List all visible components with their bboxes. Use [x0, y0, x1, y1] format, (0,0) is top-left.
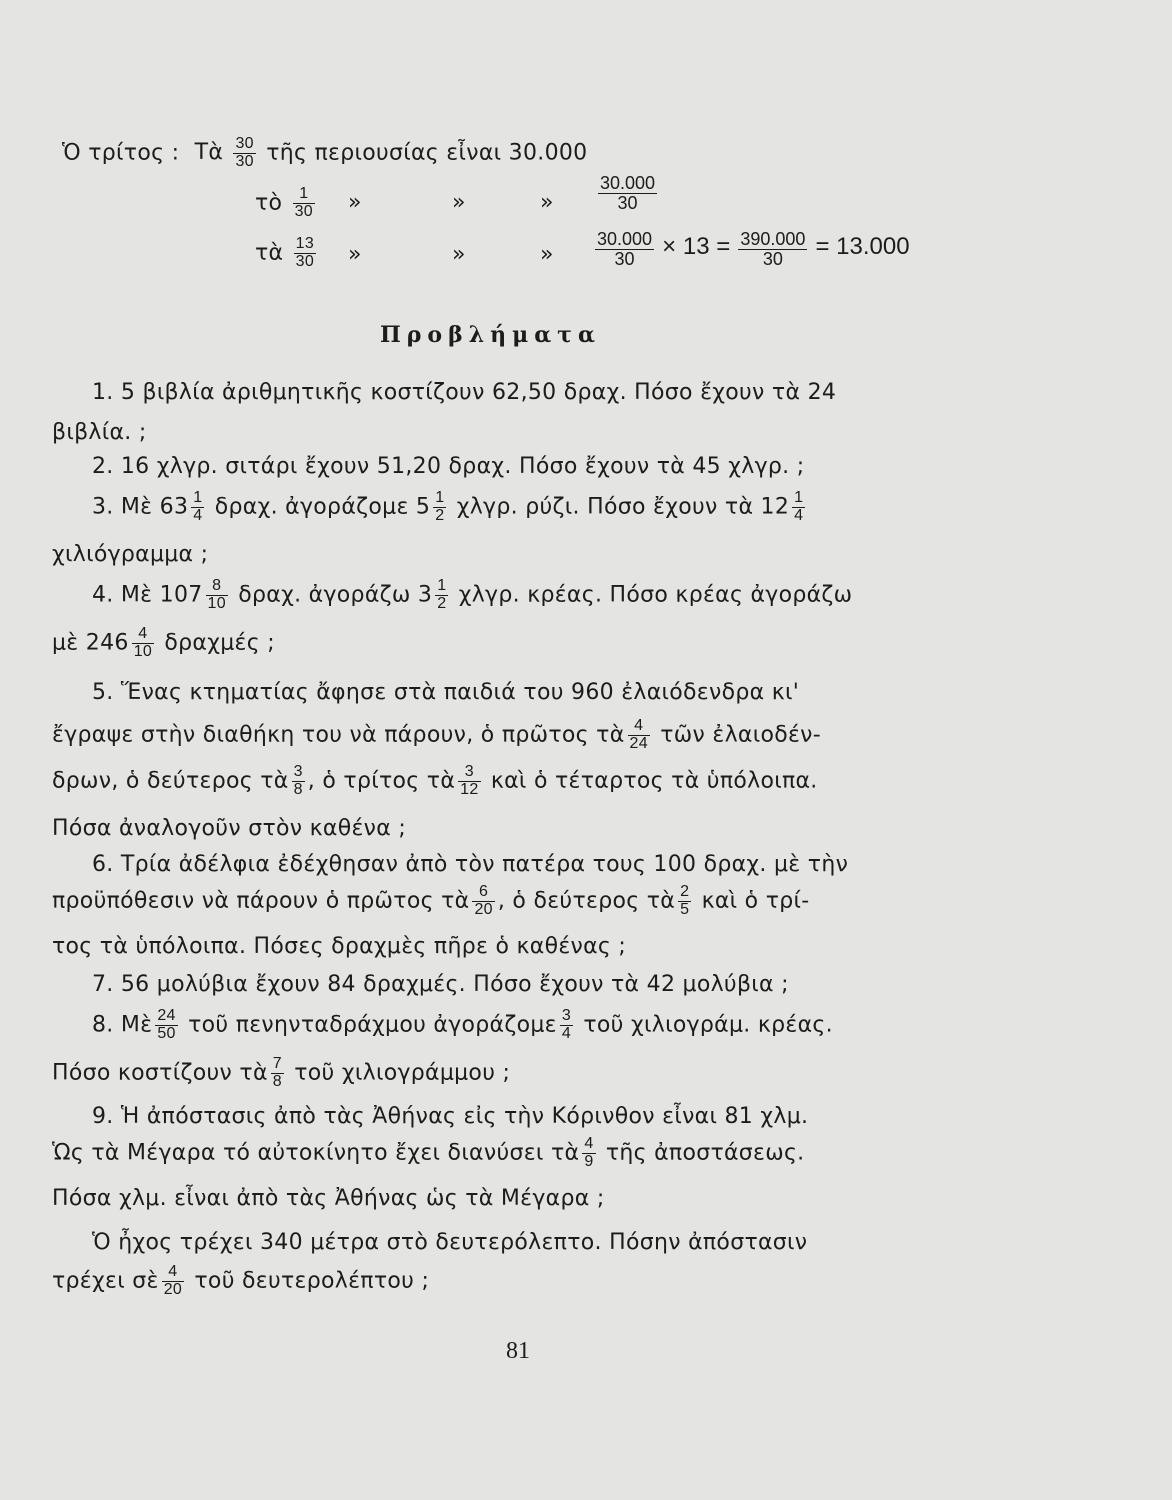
problem-10-line-2: τρέχει σὲ $\frac{4}{20}$ τοῦ δευτερολέπτου ; [52, 1263, 430, 1298]
fraction: $\frac{30}{30}$ [235, 135, 254, 170]
fraction: $\frac{1}{30}$ [294, 185, 314, 220]
fraction: $\frac{3}{8}$ [293, 763, 303, 798]
problem-5-line-1: 5. Ἕνας κτηματίας ἄφησε στὰ παιδιά του 960 ἐλαιόδενδρα κι' [92, 680, 800, 705]
ditto-mark: » [348, 242, 362, 267]
problem-6-line-3: τος τὰ ὑπόλοιπα. Πόσες δραχμὲς πῆρε ὁ καθένας ; [52, 934, 627, 959]
problem-4-line-1: 4. Μὲ 107 $\frac{8}{10}$ δραχ. ἀγοράζω 3 $\frac{1}{2}$ χλγρ. κρέας. Πόσο κρέας ἀγοράζω [92, 577, 853, 612]
fraction: $\frac{13}{30}$ [295, 235, 315, 270]
calc-row2-result [595, 174, 660, 213]
problem-5-line-3: δρων, ὁ δεύτερος τὰ $\frac{3}{8}$ , ὁ τρίτος τὰ $\frac{3}{12}$ καὶ ὁ τέταρτος τὰ ὑπόλοιπα. [52, 763, 818, 798]
problem-6-line-2: προϋπόθεσιν νὰ πάρουν ὁ πρῶτος τὰ $\frac{6}{20}$ , ὁ δεύτερος τὰ $\frac{2}{5}$ καὶ ὁ τρί- [52, 883, 810, 918]
ditto-mark: » [452, 242, 466, 267]
fraction: $\frac{3}{12}$ [460, 763, 479, 798]
section-title: Προβλήματα [380, 322, 601, 348]
fraction: $\frac{390.000}{30}$ [740, 229, 806, 269]
fraction: $\frac{2}{5}$ [680, 883, 690, 918]
fraction: $\frac{6}{20}$ [474, 883, 493, 918]
calc-row1 [62, 136, 587, 171]
fraction: $\frac{30.000}{30}$ [600, 173, 656, 213]
problem-9-line-1: 9. Ἡ ἀπόστασις ἀπὸ τὰς Ἀθήνας εἰς τὴν Κόρινθον εἶναι 81 χλμ. [92, 1104, 809, 1129]
fraction: $\frac{7}{8}$ [272, 1055, 282, 1090]
fraction: $\frac{4}{10}$ [133, 625, 153, 660]
fraction: $\frac{4}{9}$ [584, 1135, 594, 1170]
fraction: $\frac{4}{24}$ [629, 717, 648, 752]
calc-row3-mid: × 13 = [662, 232, 731, 260]
fraction: $\frac{30.000}{30}$ [597, 229, 653, 269]
calc-row1-ta: Τὰ [194, 140, 224, 166]
fraction: $\frac{1}{2}$ [437, 577, 447, 612]
problem-8-line-1: 8. Μὲ $\frac{24}{50}$ τοῦ πενηνταδράχμου ἀγοράζομε $\frac{3}{4}$ τοῦ χιλιογράμ. κρέας. [92, 1007, 833, 1042]
problem-7: 7. 56 μολύβια ἔχουν 84 δραχμές. Πόσο ἔχουν τὰ 42 μολύβια ; [92, 972, 789, 997]
problem-10-line-1: Ὁ ἦχος τρέχει 340 μέτρα στὸ δευτερόλεπτο. Πόσην ἀπόστασιν [92, 1230, 808, 1255]
fraction: $\frac{3}{4}$ [561, 1007, 572, 1042]
problem-3-line-2: χιλιόγραμμα ; [52, 542, 209, 567]
problem-4-line-2: μὲ 246 $\frac{4}{10}$ δραχμές ; [52, 625, 275, 660]
problem-1-line-1: 1. 5 βιβλία ἀριθμητικῆς κοστίζουν 62,50 δραχ. Πόσο ἔχουν τὰ 24 [92, 380, 837, 405]
problem-5-line-4: Πόσα ἀναλογοῦν στὸν καθένα ; [52, 816, 407, 841]
problem-2: 2. 16 χλγρ. σιτάρι ἔχουν 51,20 δραχ. Πόσο ἔχουν τὰ 45 χλγρ. ; [92, 454, 805, 479]
calc-row2-to: τὸ [255, 190, 283, 216]
problem-9-line-3: Πόσα χλμ. εἶναι ἀπὸ τὰς Ἀθήνας ὡς τὰ Μέγαρα ; [52, 1186, 605, 1211]
calc-row2 [255, 186, 318, 221]
ditto-mark: » [452, 190, 466, 215]
page-number: 81 [506, 1338, 530, 1364]
problem-8-line-2: Πόσο κοστίζουν τὰ $\frac{7}{8}$ τοῦ χιλιογράμμου ; [52, 1055, 511, 1090]
fraction: $\frac{4}{20}$ [163, 1263, 183, 1298]
calc-row3-end: = 13.000 [815, 232, 910, 260]
ditto-mark: » [540, 190, 554, 215]
problem-5-line-2: ἔγραψε στὴν διαθήκη του νὰ πάρουν, ὁ πρῶτος τὰ $\frac{4}{24}$ τῶν ἐλαιοδέν- [52, 717, 821, 752]
fraction: $\frac{8}{10}$ [207, 577, 226, 612]
fraction: $\frac{1}{2}$ [435, 489, 445, 524]
problem-3-line-1: 3. Μὲ 63 $\frac{1}{4}$ δραχ. ἀγοράζομε 5 $\frac{1}{2}$ χλγρ. ρύζι. Πόσο ἔχουν τὰ 12 $\frac{1}{4}$ [92, 489, 804, 524]
problem-9-line-2: Ὡς τὰ Μέγαρα τό αὐτοκίνητο ἔχει διανύσει τὰ $\frac{4}{9}$ τῆς ἀποστάσεως. [52, 1135, 805, 1170]
calc-row3 [255, 236, 319, 271]
ditto-mark: » [348, 190, 362, 215]
fraction: $\frac{24}{50}$ [157, 1007, 176, 1042]
problem-6-line-1: 6. Τρία ἀδέλφια ἐδέχθησαν ἀπὸ τὸν πατέρα τους 100 δραχ. μὲ τὴν [92, 852, 849, 877]
problem-1-line-2: βιβλία. ; [52, 420, 147, 445]
calc-row1-text: τῆς περιουσίας εἶναι 30.000 [266, 140, 588, 166]
fraction: $\frac{1}{4}$ [193, 489, 203, 524]
calc-row3-result [592, 230, 910, 269]
calc-row3-ta: τὰ [255, 240, 284, 266]
ditto-mark: » [540, 242, 554, 267]
fraction: $\frac{1}{4}$ [794, 489, 804, 524]
calc-row1-label: Ὁ τρίτος : [62, 140, 180, 166]
